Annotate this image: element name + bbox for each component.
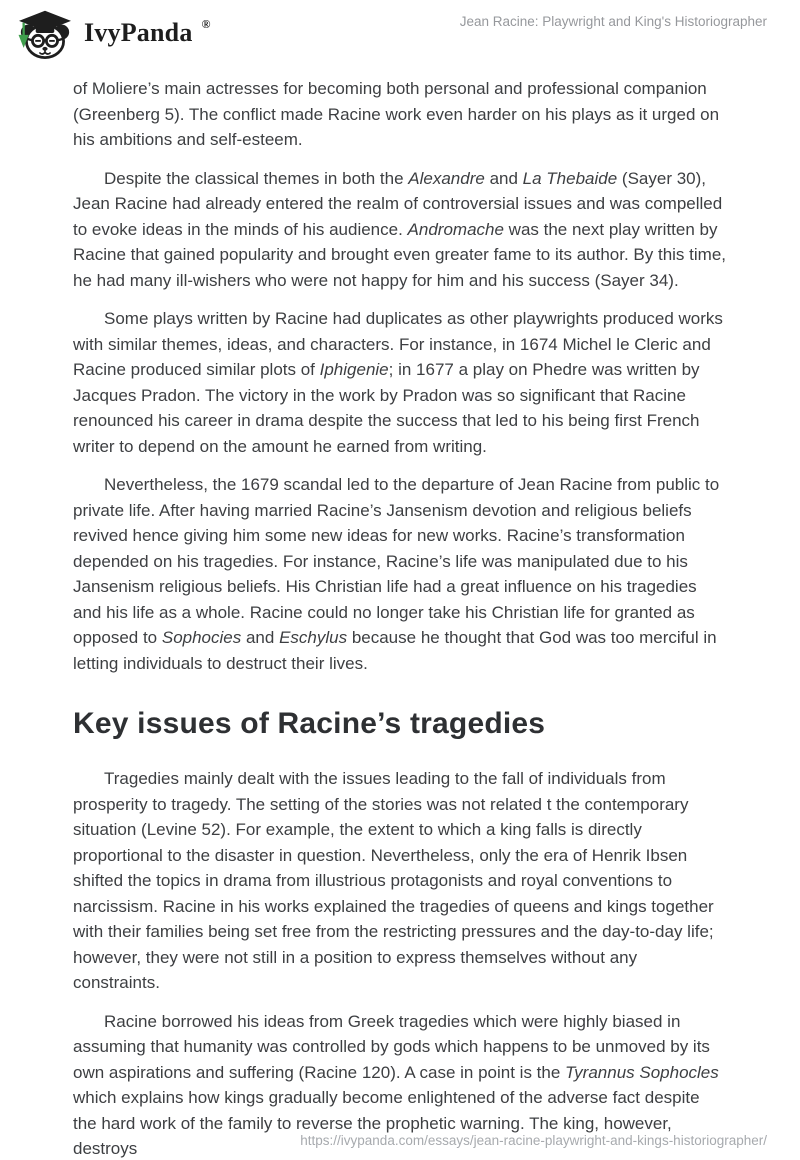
ivypanda-logo[interactable] xyxy=(14,7,210,59)
paragraph: Nevertheless, the 1679 scandal led to the departure of Jean Racine from public to private life. After having married Racine’s Jansenism devotion and religious beliefs revived hence giving him some new ideas for new works. Racine’s transformation depended on his tragedies. For instance, Racine’s life was manipulated due to his Jansenism religious beliefs. His Christian life had a great influence on his tragedies and his life as a whole. Racine could no longer take his Christian life for granted as opposed to Sophocies and Eschylus because he thought that God was too merciful in letting individuals to destruct their lives. xyxy=(73,475,720,673)
section-heading: Key issues of Racine’s tragedies xyxy=(73,707,546,740)
registered-trademark-symbol: ® xyxy=(201,16,211,31)
page-header xyxy=(0,0,800,62)
logo-wordmark: IvyPanda xyxy=(84,18,193,47)
paragraph: Tragedies mainly dealt with the issues leading to the fall of individuals from prosperity to tragedy. The setting of the stories was not related t the contemporary situation (Levine 52). For example, the extent to which a king falls is directly proportional to the disaster in question. Nevertheless, only the era of Henrik Ibsen shifted the topics in drama from illustrious protagonists and royal conventions to narcissism. Racine in his works explained the tragedies of queens and kings together with their families being set free from the restricting pressures and the day-to-day life; however, they were not still in a position to express themselves without any constraints. xyxy=(73,769,714,992)
document-title: Jean Racine: Playwright and King's Historiographer xyxy=(459,14,767,29)
source-url: https://ivypanda.com/essays/jean-racine-playwright-and-kings-historiographer/ xyxy=(300,1133,767,1148)
page-footer xyxy=(300,1133,767,1148)
panda-graduate-icon xyxy=(14,7,76,59)
paragraph: of Moliere’s main actresses for becoming both personal and professional companion (Greenberg 5). The conflict made Racine work even harder on his plays as it urged on his ambitions and self-esteem. xyxy=(73,79,720,149)
paragraph: Racine borrowed his ideas from Greek tragedies which were highly biased in assuming that humanity was controlled by gods which happens to be unmoved by its own aspirations and suffering (Racine 120). A case in point is the Tyrannus Sophocles which explains how kings gradually become enlightened of the adverse fact despite the hard work of the family to reverse the prophetic warning. The king, however, destroys xyxy=(73,1011,719,1158)
paragraph: Some plays written by Racine had duplicates as other playwrights produced works with similar themes, ideas, and characters. For instance, in 1674 Michel le Cleric and Racine produced similar plots of Iphigenie; in 1677 a play on Phedre was written by Jacques Pradon. The victory in the work by Pradon was so significant that Racine renounced his career in drama despite the success that led to his being first French writer to depend on the amount he earned from writing. xyxy=(73,309,723,456)
article-blocks xyxy=(73,76,727,1160)
paragraph: Despite the classical themes in both the Alexandre and La Thebaide (Sayer 30), Jean Racine had already entered the realm of controversial issues and was compelled to evoke ideas in the minds of his audience. Andromache was the next play written by Racine that gained popularity and brought even greater fame to its author. By this time, he had many ill-wishers who were not happy for him and his success (Sayer 34). xyxy=(73,168,726,290)
essay-body xyxy=(0,62,800,1160)
